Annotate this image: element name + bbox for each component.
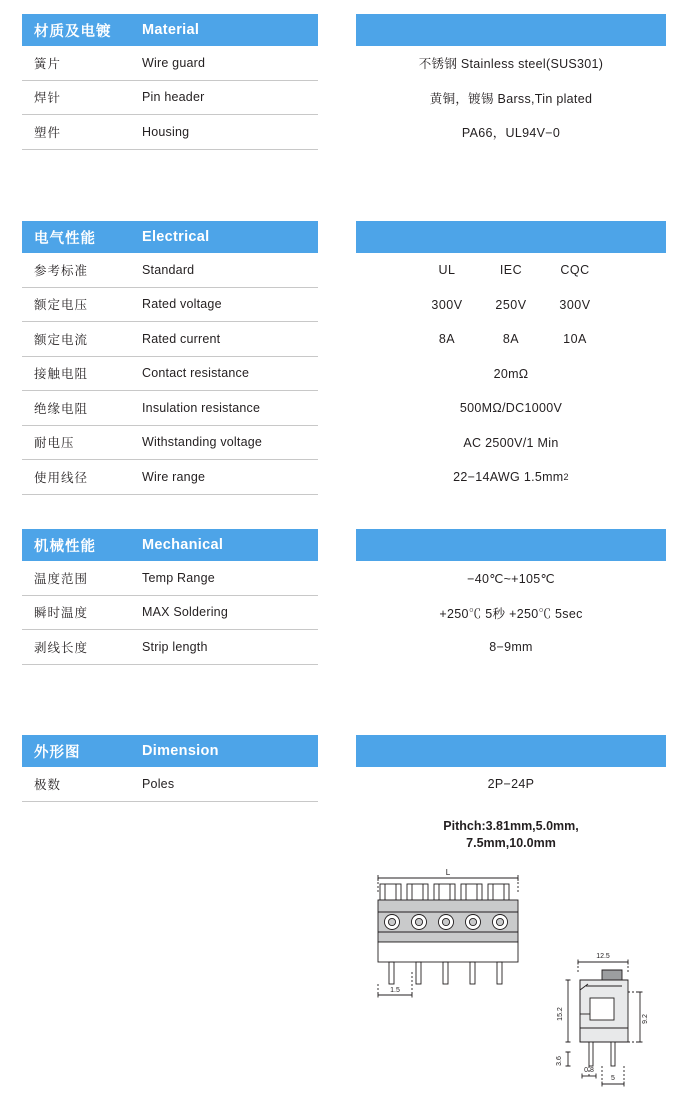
row-label-en: Temp Range <box>142 570 215 585</box>
terminal-block-drawing <box>356 862 676 1094</box>
row-label-en: Contact resistance <box>142 366 250 381</box>
table-row <box>22 460 318 495</box>
value-cell-current <box>356 322 666 357</box>
row-label-cn: 参考标准 <box>34 263 89 278</box>
electrical-header-en: Electrical <box>142 229 210 245</box>
standard-ul: UL <box>438 263 456 278</box>
row-label-cn: 额定电流 <box>34 332 89 347</box>
value-cell: AC 2500V/1 Min <box>463 435 559 450</box>
row-label-en: Poles <box>142 776 175 791</box>
row-label-en: MAX Soldering <box>142 605 228 620</box>
table-row <box>22 596 318 631</box>
mechanical-header-cn: 机械性能 <box>34 538 96 555</box>
label-pin-pitch: 5 <box>611 1075 615 1082</box>
pitch-note-line2: 7.5mm,10.0mm <box>466 836 556 850</box>
table-row <box>22 288 318 323</box>
material-header-en: Material <box>142 22 200 38</box>
dimension-header <box>22 735 318 767</box>
voltage-iec: 250V <box>495 297 527 312</box>
row-label-cn: 剥线长度 <box>34 640 89 655</box>
value-cell: 20mΩ <box>493 366 529 381</box>
mechanical-table <box>22 529 318 665</box>
electrical-table <box>22 221 318 495</box>
row-label-cn: 温度范围 <box>34 571 89 586</box>
mechanical-values <box>356 529 666 665</box>
row-label-cn: 接触电阻 <box>34 367 89 382</box>
label-pin-width: 1.5 <box>390 987 400 994</box>
pitch-note <box>356 818 666 852</box>
electrical-value-header <box>356 221 666 253</box>
current-iec: 8A <box>502 332 520 347</box>
value-cell-voltage <box>356 288 666 323</box>
value-cell: 不锈钢 Stainless steel(SUS301) <box>418 57 604 72</box>
row-label-en: Wire guard <box>142 55 206 70</box>
material-table <box>22 14 318 150</box>
table-row <box>22 767 318 802</box>
table-row <box>22 426 318 461</box>
table-row <box>22 322 318 357</box>
dimension-drawings <box>356 862 676 1092</box>
row-label-cn: 焊针 <box>34 91 62 106</box>
table-row <box>22 561 318 596</box>
pitch-note-line1: Pithch:3.81mm,5.0mm, <box>443 819 579 833</box>
row-label-en: Insulation resistance <box>142 400 261 415</box>
dimension-table <box>22 735 318 802</box>
label-side-height2: 9.2 <box>642 1014 649 1024</box>
mechanical-header-en: Mechanical <box>142 537 224 553</box>
current-cqc: 10A <box>563 332 587 347</box>
row-label-en: Wire range <box>142 469 206 484</box>
value-cell-wire-range <box>356 460 666 495</box>
standard-cqc: CQC <box>560 263 590 278</box>
dimension-header-en: Dimension <box>142 743 219 759</box>
value-cell: 8−9mm <box>489 640 533 655</box>
table-row <box>22 253 318 288</box>
row-label-cn: 瞬时温度 <box>34 606 89 621</box>
dimension-value-header <box>356 735 666 767</box>
electrical-header-cn: 电气性能 <box>34 230 96 247</box>
value-cell: +250℃ 5秒 +250℃ 5sec <box>439 606 583 621</box>
wire-range-exponent: 2 <box>563 472 569 483</box>
row-label-cn: 使用线径 <box>34 470 89 485</box>
standard-iec: IEC <box>499 263 523 278</box>
dimension-header-cn: 外形图 <box>34 744 81 761</box>
row-label-en: Standard <box>142 262 195 277</box>
value-cell: 2P−24P <box>487 777 535 792</box>
value-cell: −40℃~+105℃ <box>467 571 555 586</box>
row-label-en: Housing <box>142 124 190 139</box>
row-label-cn: 耐电压 <box>34 436 75 451</box>
current-ul: 8A <box>438 332 456 347</box>
material-header <box>22 14 318 46</box>
electrical-values <box>356 221 666 495</box>
table-row <box>22 357 318 392</box>
table-row <box>22 46 318 81</box>
label-side-width: 12.5 <box>596 953 610 960</box>
row-label-en: Strip length <box>142 639 208 654</box>
value-cell: 500MΩ/DC1000V <box>459 401 563 416</box>
material-header-cn: 材质及电镀 <box>34 23 112 40</box>
wire-range-text: 22−14AWG 1.5mm <box>453 470 564 485</box>
row-label-cn: 簧片 <box>34 56 62 71</box>
table-row <box>22 81 318 116</box>
dimension-values <box>356 735 666 802</box>
row-label-en: Pin header <box>142 90 205 105</box>
label-length: L <box>445 868 451 877</box>
value-cell: PA66，UL94V−0 <box>461 126 561 141</box>
electrical-header <box>22 221 318 253</box>
voltage-cqc: 300V <box>559 297 591 312</box>
mechanical-value-header <box>356 529 666 561</box>
row-label-en: Rated current <box>142 331 221 346</box>
row-label-cn: 塑件 <box>34 125 62 140</box>
voltage-ul: 300V <box>431 297 463 312</box>
row-label-en: Rated voltage <box>142 297 222 312</box>
table-row <box>22 115 318 150</box>
mechanical-header <box>22 529 318 561</box>
value-cell-standards <box>356 253 666 288</box>
label-side-height: 15.2 <box>557 1007 564 1021</box>
label-pin-dim: 0.8 <box>584 1067 594 1074</box>
label-side-bottom: 3.6 <box>556 1056 563 1066</box>
row-label-cn: 绝缘电阻 <box>34 401 89 416</box>
material-values <box>356 14 666 150</box>
table-row <box>22 630 318 665</box>
row-label-cn: 极数 <box>34 777 62 792</box>
material-value-header <box>356 14 666 46</box>
value-cell: 黄铜，镀锡 Barss,Tin plated <box>429 91 593 106</box>
row-label-cn: 额定电压 <box>34 298 89 313</box>
table-row <box>22 391 318 426</box>
row-label-en: Withstanding voltage <box>142 435 263 450</box>
